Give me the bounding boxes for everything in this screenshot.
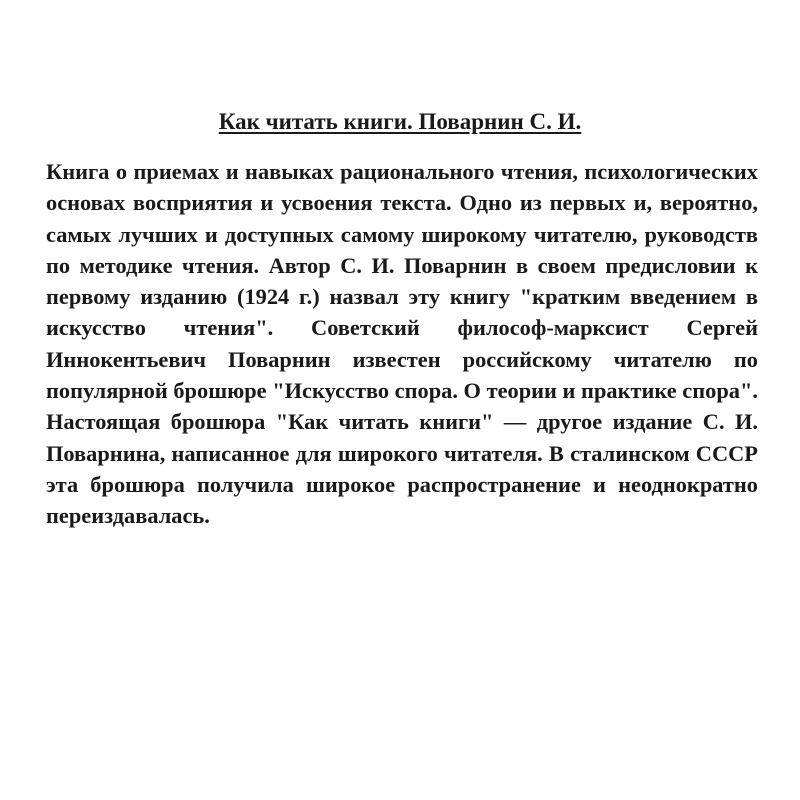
document-title: Как читать книги. Поварнин С. И. xyxy=(218,109,582,134)
document-paragraph: Книга о приемах и навыках рационального чтения, психологических основах восприятия и усвоения текста. Одно из первых и, вероятно, самых лучших и доступных самому широкому читателю, руководств по методике чтения. Автор С. И. Поварнин в своем предисловии к первому изданию (1924 г.) назвал эту книгу "кратким введением в искусство чтения". Советский философ-марксист Сергей Иннокентьевич Поварнин известен российскому читателю по популярной брошюре "Искусство спора. О теории и практике спора". Настоящая брошюра "Как читать книги" — другое издание С. И. Поварнина, написанное для широкого читателя. В сталинском СССР эта брошюра получила широкое распространение и неоднократно переиздавалась. xyxy=(46,159,758,529)
document-title-container xyxy=(0,108,800,136)
